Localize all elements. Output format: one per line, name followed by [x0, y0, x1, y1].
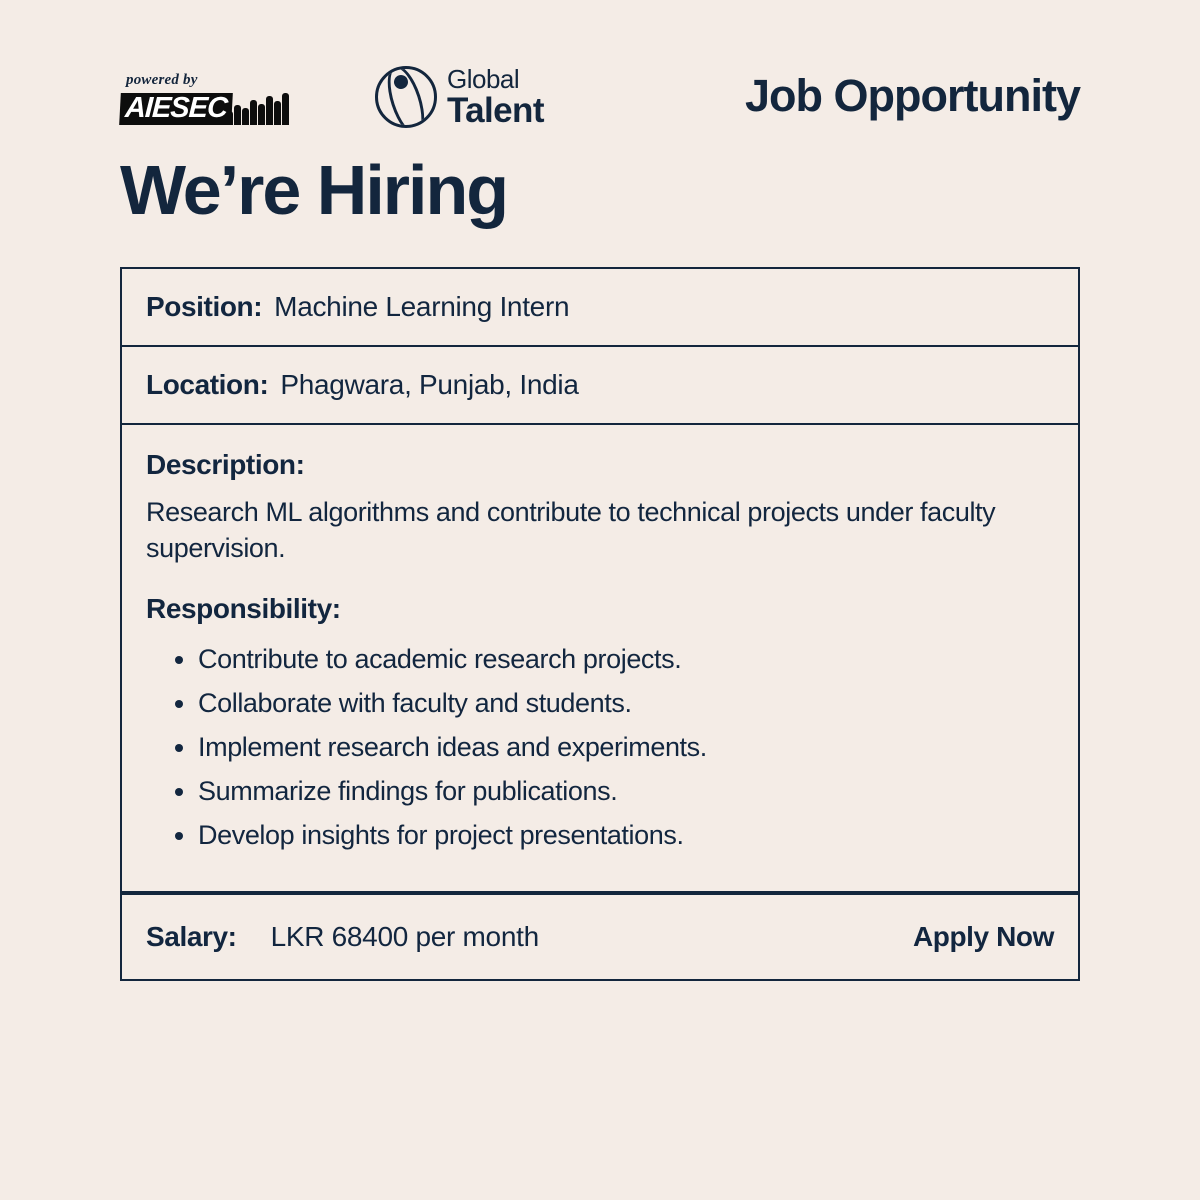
- globe-icon: [375, 66, 437, 128]
- position-value: Machine Learning Intern: [274, 291, 570, 322]
- location-value: Phagwara, Punjab, India: [280, 369, 579, 400]
- salary-label: Salary:: [146, 920, 237, 952]
- aiesec-wordmark: AIESEC: [119, 93, 233, 125]
- responsibility-list: [146, 637, 1054, 857]
- aiesec-logo: [120, 72, 325, 125]
- description-row: [122, 425, 1078, 893]
- description-text: Research ML algorithms and contribute to technical projects under faculty supervision.: [146, 497, 996, 563]
- global-talent-logo: [375, 66, 544, 128]
- list-item: • Develop insights for project presentations.: [198, 813, 1054, 857]
- page-title: We’re Hiring: [120, 151, 508, 229]
- aiesec-people-icon: [226, 93, 289, 125]
- position-row: [122, 269, 1078, 347]
- powered-by-label: powered by: [126, 72, 198, 88]
- location-row: [122, 347, 1078, 425]
- job-details-card: [120, 267, 1080, 981]
- list-item: • Implement research ideas and experiments.: [198, 725, 1054, 769]
- salary-value: LKR 68400 per month: [270, 920, 539, 952]
- list-item: • Collaborate with faculty and students.: [198, 681, 1054, 725]
- aiesec-wordmark-group: [120, 91, 325, 125]
- position-label: Position:: [146, 291, 263, 322]
- location-label: Location:: [146, 369, 269, 400]
- global-talent-line1: Global: [447, 64, 520, 94]
- list-item: • Contribute to academic research projects.: [198, 637, 1054, 681]
- list-item: • Summarize findings for publications.: [198, 769, 1054, 813]
- global-talent-line2: Talent: [447, 90, 544, 130]
- responsibility-label: Responsibility:: [146, 592, 341, 624]
- description-label: Description:: [146, 449, 305, 480]
- global-talent-text: [447, 66, 544, 128]
- apply-now-button[interactable]: Apply Now: [912, 920, 1054, 952]
- poster-header: [120, 62, 1080, 142]
- section-title: Job Opportunity: [745, 70, 1080, 121]
- salary-row: [122, 893, 1078, 979]
